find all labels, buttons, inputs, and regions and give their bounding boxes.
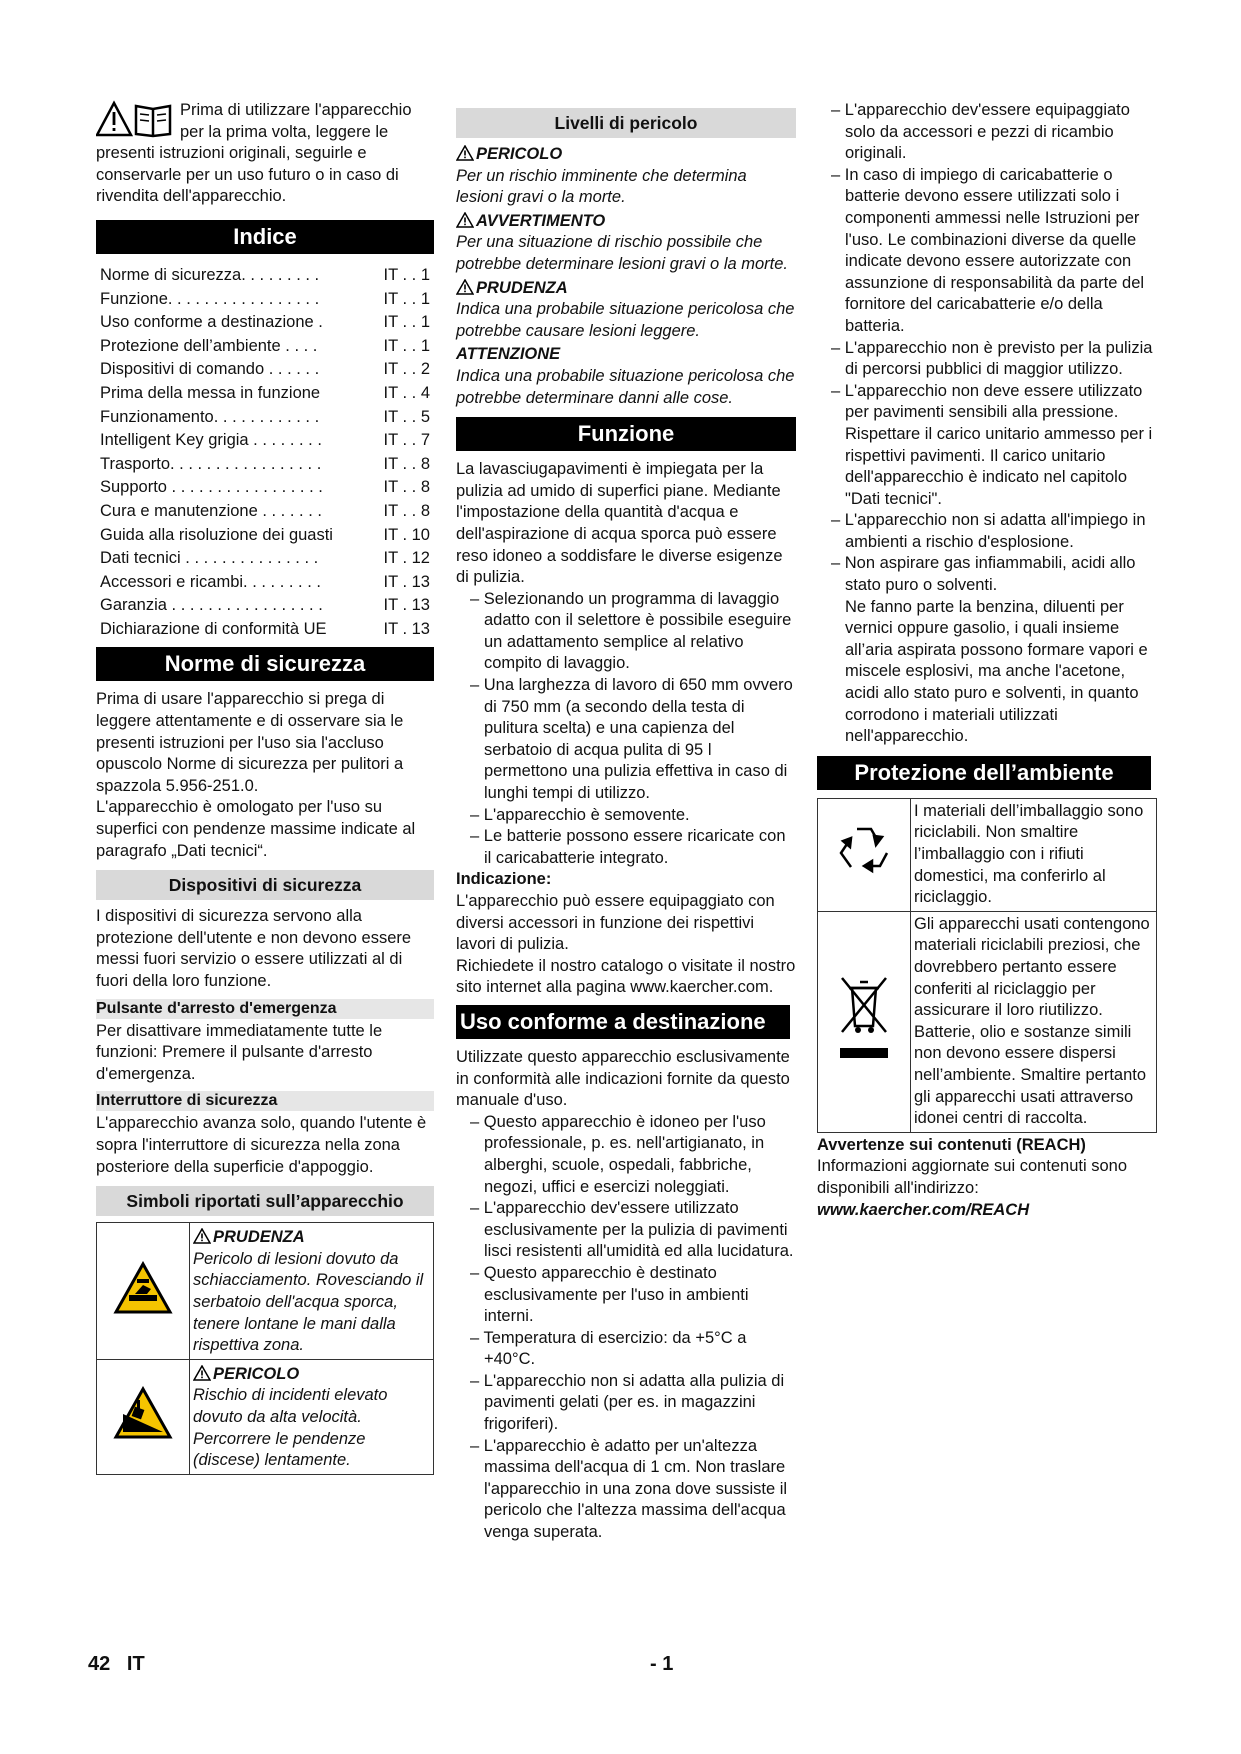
hazard-level-text: Per una situazione di rischio possibile che potrebbe determinare lesioni gravi o la morte.: [456, 233, 789, 273]
list-item: – L'apparecchio dev'essere equipaggiato solo da accessori e pezzi di ricambio originali.: [817, 100, 1157, 165]
toc-item[interactable]: [96, 571, 434, 595]
page-number: 42 IT: [88, 1653, 145, 1675]
toc-item[interactable]: [96, 406, 434, 430]
list-item: – Selezionando un programma di lavaggio adatto con il selettore è possibile eseguire un adattamento semplice al relativo compito di lavaggio.: [456, 589, 796, 675]
list-item: – L'apparecchio è adatto per un'altezza massima dell'acqua di 1 cm. Non traslare l'apparecchio in una zona dove sussiste il pericolo che l'altezza massima dell'acqua venga superata.: [456, 1436, 796, 1544]
warning-icon: [456, 145, 474, 161]
toc-item[interactable]: [96, 453, 434, 477]
toc-page: IT . . 2: [383, 360, 430, 379]
intro-text: Prima di utilizzare l'apparecchio per la prima volta, leggere le presenti istruzioni originali, seguirle e conservarle per un uso futuro o in caso di rivendita dell'apparecchio.: [96, 101, 412, 206]
list-item: – Non aspirare gas infiammabili, acidi allo stato puro o solventi. Ne fanno parte la benzina, diluenti per vernici oppure gasolio, i quali insieme all’aria aspirata possono formare vapori e miscele esplosivi, ma anche l'acetone, acidi allo stato puro e solventi, in quanto corrodono i materiali utilizzati nell'apparecchio.: [817, 553, 1157, 747]
toc-label: Funzionamento. . . . . . . . . . . .: [100, 407, 320, 426]
toc-item[interactable]: [96, 594, 434, 618]
uso-title: Uso conforme a destinazione: [456, 1005, 790, 1039]
hazard-level-label: AVVERTIMENTO: [476, 211, 606, 230]
table-row: [97, 1359, 434, 1474]
toc-page: IT . . 7: [383, 431, 430, 450]
funzione-title: Funzione: [456, 417, 796, 451]
intro: [96, 100, 434, 208]
crush-hazard-icon: [113, 1301, 173, 1319]
norme-p1: Prima di usare l'apparecchio si prega di leggere attentamente e di osservare sia le presenti istruzioni per l'uso sia l'accluso opuscolo Norme di sicurezza per pulitori a spazzola 5.956-251.0.: [96, 690, 404, 795]
hazard-level-label: PERICOLO: [476, 145, 563, 163]
reach-text: Informazioni aggiornate sui contenuti sono disponibili all'indirizzo:: [817, 1157, 1128, 1197]
toc-label: Uso conforme a destinazione .: [100, 313, 323, 332]
table-row: [818, 911, 1157, 1132]
toc-page: IT . . 1: [383, 289, 430, 308]
list-item: – Temperatura di esercizio: da +5°C a +40°C.: [456, 1328, 796, 1371]
table-row: [818, 798, 1157, 911]
toc-page: IT . 13: [383, 572, 430, 591]
list-item: – Le batterie possono essere ricaricate con il caricabatterie integrato.: [456, 826, 796, 869]
toc-item[interactable]: [96, 429, 434, 453]
toc-item[interactable]: [96, 476, 434, 500]
uso-list: [456, 1112, 796, 1544]
toc-item[interactable]: [96, 264, 434, 288]
uso-list-continued: [817, 100, 1157, 553]
norme-title: Norme di sicurezza: [96, 647, 434, 681]
warning-icon: [193, 1228, 211, 1244]
list-item: – L'apparecchio non si adatta alla pulizia di pavimenti gelati (per es. in magazzini frigoriferi).: [456, 1371, 796, 1436]
slope-hazard-icon: [113, 1426, 173, 1444]
column-2: [456, 100, 796, 1544]
page-center-number: - 1: [650, 1653, 674, 1675]
gas-list: [817, 553, 1157, 747]
safety-switch-heading: Interruttore di sicurezza: [96, 1091, 434, 1111]
list-item: – L'apparecchio dev'essere utilizzato esclusivamente per la pulizia di pavimenti lisci resistenti all'umidità ed alla lucidatura.: [456, 1198, 796, 1263]
recycle-icon: [831, 869, 897, 887]
livelli-title: Livelli di pericolo: [456, 108, 796, 138]
hazard-level-label: ATTENZIONE: [456, 345, 561, 364]
index-list: [96, 264, 434, 642]
funzione-p1: La lavasciugapavimenti è impiegata per la pulizia ad umido di superfici piane. Mediante l'impostazione della quantità d'acqua e dell'aspirazione di acqua sporca può essere reso idoneo a soddisfare le diverse esigenze di pulizia.: [456, 460, 783, 587]
toc-label: Supporto . . . . . . . . . . . . . . . . .: [100, 478, 323, 497]
note-heading: Indicazione:: [456, 870, 552, 889]
emergency-stop-heading: Pulsante d'arresto d'emergenza: [96, 999, 434, 1019]
warning-icon: [456, 212, 474, 228]
toc-page: IT . 13: [383, 619, 430, 638]
hazard-level-text: Indica una probabile situazione pericolosa che potrebbe causare lesioni leggere.: [456, 300, 795, 340]
weee-bin-icon: [834, 1054, 894, 1072]
toc-label: Funzione. . . . . . . . . . . . . . . . .: [100, 289, 320, 308]
simboli-title: Simboli riportati sull’apparecchio: [96, 1186, 434, 1216]
toc-item[interactable]: [96, 500, 434, 524]
reach-heading: Avvertenze sui contenuti (REACH): [817, 1135, 1086, 1154]
toc-item[interactable]: [96, 288, 434, 312]
toc-page: IT . . 1: [383, 265, 430, 284]
hazard-levels: [456, 144, 796, 409]
toc-item[interactable]: [96, 358, 434, 382]
table-row: [97, 1223, 434, 1360]
toc-label: Accessori e ricambi. . . . . . . . .: [100, 572, 321, 591]
toc-label: Dati tecnici . . . . . . . . . . . . . . .: [100, 549, 319, 568]
hazard-level-text: Per un rischio imminente che determina lesioni gravi o la morte.: [456, 166, 747, 207]
list-item: – L'apparecchio è semovente.: [456, 805, 796, 827]
toc-page: IT . . 8: [383, 501, 430, 520]
toc-label: Trasporto. . . . . . . . . . . . . . . . .: [100, 454, 322, 473]
toc-label: Garanzia . . . . . . . . . . . . . . . . .: [100, 596, 323, 615]
toc-page: IT . 13: [383, 596, 430, 615]
toc-item[interactable]: [96, 335, 434, 359]
column-3: [817, 100, 1157, 1221]
symbol-level: PRUDENZA: [213, 1228, 305, 1247]
warning-icon: [456, 279, 474, 295]
toc-item[interactable]: [96, 382, 434, 406]
reach-link[interactable]: www.kaercher.com/REACH: [817, 1200, 1030, 1219]
toc-page: IT . . 1: [383, 336, 430, 355]
safety-switch-text: L'apparecchio avanza solo, quando l'utente è sopra l'interruttore di sicurezza nella zona posteriore della superficie d'appoggio.: [96, 1114, 427, 1176]
toc-page: IT . . 4: [383, 383, 430, 402]
warning-icon: [193, 1365, 211, 1381]
toc-item[interactable]: [96, 618, 434, 642]
toc-label: Protezione dell’ambiente . . . .: [100, 336, 318, 355]
note-p2: Richiedete il nostro catalogo o visitate il nostro sito internet alla pagina www.kaercher.com.: [456, 956, 796, 997]
hazard-level-text: Indica una probabile situazione pericolosa che potrebbe determinare danni alle cose.: [456, 366, 795, 407]
toc-label: Dispositivi di comando . . . . . .: [100, 360, 320, 379]
uso-p1: Utilizzate questo apparecchio esclusivamente in conformità alle indicazioni fornite da questo manuale d'uso.: [456, 1047, 790, 1110]
recycle-text: I materiali dell’imballaggio sono riciclabili. Non smaltire l’imballaggio con i rifiuti domestici, ma conferirlo al riciclaggio.: [911, 798, 1157, 911]
list-item: – L'apparecchio non è previsto per la pulizia di percorsi pubblici di maggior utilizzo.: [817, 338, 1157, 381]
funzione-list: [456, 589, 796, 870]
list-item: – Una larghezza di lavoro di 650 mm ovvero di 750 mm (a secondo della testa di pulitura scelta) e una capienza del serbatoio di acqua pulita di 95 l permettono una pulizia effettiva in caso di lunghi tempi di utilizzo.: [456, 675, 796, 805]
index-title: Indice: [96, 220, 434, 254]
toc-label: Norme di sicurezza. . . . . . . . .: [100, 265, 320, 284]
toc-page: IT . . 8: [383, 478, 430, 497]
toc-item[interactable]: [96, 524, 434, 548]
symbols-table: [96, 1222, 434, 1475]
toc-page: IT . . 1: [383, 313, 430, 332]
warning-manual-icon: [96, 100, 176, 140]
toc-label: Dichiarazione di conformità UE: [100, 619, 327, 638]
dispositivi-p1: I dispositivi di sicurezza servono alla protezione dell'utente e non devono essere messi fuori servizio o essere utilizzati al di fuori della loro funzione.: [96, 907, 412, 990]
hazard-level-label: PRUDENZA: [476, 278, 568, 297]
gas-detail: Ne fanno parte la benzina, diluenti per vernici oppure gasolio, i quali insieme all’aria aspirata possono formare vapori e miscele esplosivi, ma anche l'acetone, acidi allo stato puro e solventi, in quanto corrodono i materiali utilizzati nell'apparecchio.: [845, 597, 1148, 746]
list-item: – L'apparecchio non si adatta all'impiego in ambienti a rischio d'esplosione.: [817, 510, 1157, 553]
toc-item[interactable]: [96, 547, 434, 571]
toc-page: IT . . 5: [383, 407, 430, 426]
symbol-text: Rischio di incidenti elevato dovuto da alta velocità. Percorrere le pendenze (discese) lentamente.: [193, 1386, 388, 1470]
emergency-stop-text: Per disattivare immediatamente tutte le funzioni: Premere il pulsante d'arresto d'emergenza.: [96, 1021, 383, 1083]
toc-label: Intelligent Key grigia . . . . . . . .: [100, 431, 322, 450]
toc-label: Guida alla risoluzione dei guasti: [100, 525, 333, 544]
list-item: – Questo apparecchio è destinato esclusivamente per l'uso in ambienti interni.: [456, 1263, 796, 1328]
list-item: – L'apparecchio non deve essere utilizzato per pavimenti sensibili alla pressione. Rispettare il carico unitario ammesso per i rispettivi pavimenti. Il carico unitario dell'apparecchio è indicato nel capitolo "Dati tecnici".: [817, 381, 1157, 511]
dispositivi-title: Dispositivi di sicurezza: [96, 870, 434, 900]
symbol-text: Pericolo di lesioni dovuto da schiacciamento. Rovesciando il serbatoio dell'acqua sporca, tenere lontane le mani dalla rispettiva zona.: [193, 1249, 424, 1355]
norme-p2: L'apparecchio è omologato per l'uso su superfici con pendenze massime indicate al paragrafo „Dati tecnici“.: [96, 798, 416, 860]
ambiente-title: Protezione dell’ambiente: [817, 756, 1151, 790]
toc-page: IT . 12: [383, 549, 430, 568]
toc-item[interactable]: [96, 311, 434, 335]
toc-page: IT . 10: [383, 525, 430, 544]
column-1: [96, 100, 434, 1475]
note-p1: L'apparecchio può essere equipaggiato con diversi accessori in funzione dei rispettivi lavori di pulizia.: [456, 892, 775, 954]
toc-label: Cura e manutenzione . . . . . . .: [100, 501, 322, 520]
toc-page: IT . . 8: [383, 454, 430, 473]
symbol-level: PERICOLO: [213, 1364, 300, 1383]
weee-text: Gli apparecchi usati contengono materiali riciclabili preziosi, che dovrebbero pertanto essere conferiti al riciclaggio per assicurare il loro riutilizzo. Batterie, olio e sostanze simili non devono essere dispersi nell’ambiente. Smaltire pertanto gli apparecchi usati attraverso idonei centri di raccolta.: [911, 911, 1157, 1132]
toc-label: Prima della messa in funzione: [100, 383, 321, 402]
list-item: – Questo apparecchio è idoneo per l'uso professionale, p. es. nell'artigianato, in alberghi, scuole, ospedali, fabbriche, negozi, uffici e esercizi noleggiati.: [456, 1112, 796, 1198]
list-item: – In caso di impiego di caricabatterie o batterie devono essere utilizzati solo i componenti ammessi nelle Istruzioni per l'uso. Le combinazioni diverse da quelle indicate devono essere autorizzate con assunzione di responsabilità da parte del fornitore del caricabatterie e/o della batteria.: [817, 165, 1157, 338]
environment-table: [817, 798, 1157, 1133]
